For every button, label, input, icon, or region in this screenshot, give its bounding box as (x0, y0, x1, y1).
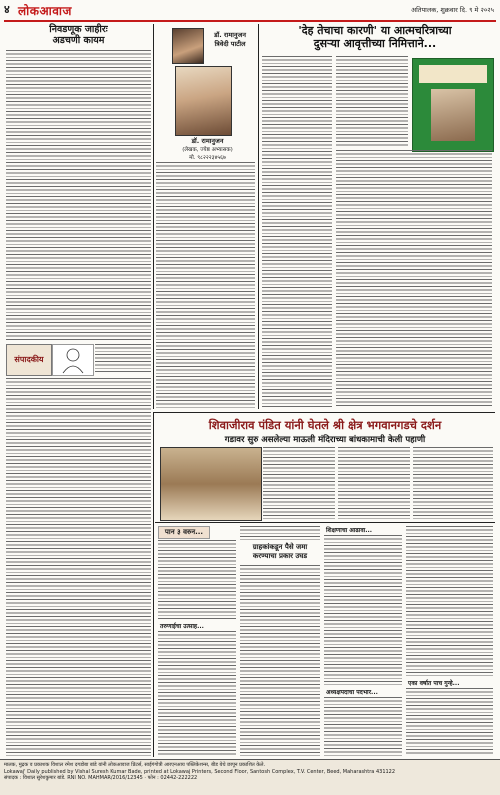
news-body-text (240, 526, 320, 540)
author-byline: डॉ. रामानुजन त्रिवेदी पाटील (214, 31, 246, 48)
shivaji-photo (160, 447, 262, 521)
column-body-text (156, 162, 255, 408)
news-body-text (324, 535, 402, 685)
book-cover-image (412, 58, 494, 152)
shivaji-headline: शिवाजीराव पंडित यांनी घेतले श्री क्षेत्र भगवानगडचे दर्शन (208, 418, 442, 432)
shivaji-body-text (263, 447, 335, 519)
news-body-text (406, 688, 493, 756)
subhead: तरुणाईचा उत्साह... (160, 623, 204, 630)
imprint-footer: मालक, मुद्रक व प्रकाशक विशाल रमेश दगडोबा बांडे यांनी लोकआवाज प्रिंटर्स, साईगंगोत्री आरएनआय पब्लिकेशन्स, बीड येथे छापून प्रकाशित केले. Lokawaj' Daily published by Vishal Suresh Kumar Bade, printed at Lokawaj Printers, Second Floor, Santosh Complex, T.V. Center, Beed, Maharashtra 431122 संपादक : विशाल सुरेशकुमार बांडे. RNI NO. MAHMAR/2016/12345 · फोन : 02442-222222 (0, 759, 500, 795)
section-divider (155, 522, 495, 523)
masthead (4, 2, 496, 22)
feature-body-text (336, 150, 492, 408)
news-body-text (158, 631, 236, 756)
feature-body-text (262, 56, 332, 408)
author-caption: डॉ. रामानुजन (लेखक, ज्येष्ठ अभ्यासक) मो. ९८२२२३४५६७ (182, 137, 233, 161)
editorial-body-text (95, 344, 151, 374)
column-divider (258, 24, 259, 409)
pull-quote: ग्राहकांकडून पैसे जमा करण्याचा प्रकार उघड (240, 543, 320, 561)
editorial-headline: निवडणूक जाहीरः अडचणी कायम (49, 24, 108, 46)
news-body-text (406, 526, 493, 676)
continued-label: पान ३ वरुन... (158, 526, 210, 539)
column-divider (153, 24, 154, 409)
column-divider (153, 412, 154, 757)
feature-body-text (336, 56, 408, 146)
news-body-text (158, 540, 236, 620)
subhead: अध्यक्षपदाचा पदभार... (326, 689, 378, 696)
dateline: अतिपालक, शुक्रवार दि. ९ मे २०२५ (411, 6, 494, 14)
shivaji-subheadline: गडावर सुरु असलेल्या माऊली मंदिराच्या बांधकामाची केली पहाणी (224, 435, 426, 445)
feature-headline: 'देह तेचाचा कारणी' या आत्मचरित्राच्या दुसऱ्या आवृत्तीच्या निमित्ताने... (298, 24, 452, 50)
news-body-text (324, 697, 402, 756)
subhead: शिक्षणाचा आढावा... (326, 527, 373, 534)
shivaji-body-text (413, 447, 493, 519)
shivaji-body-text (338, 447, 410, 519)
newspaper-logo: लोकआवाज (18, 4, 72, 18)
editorial-body-text (6, 378, 151, 756)
subhead: एका वर्षात पाच गुन्हे... (408, 680, 460, 687)
author-portrait (175, 66, 232, 136)
author-photo (172, 28, 204, 64)
sampadkiya-badge: संपादकीय (6, 344, 52, 376)
news-body-text (240, 565, 320, 756)
editorial-body-text (6, 50, 151, 340)
section-divider (153, 412, 495, 413)
page-number: ४ (4, 3, 10, 16)
cartoon-illustration (52, 344, 94, 376)
